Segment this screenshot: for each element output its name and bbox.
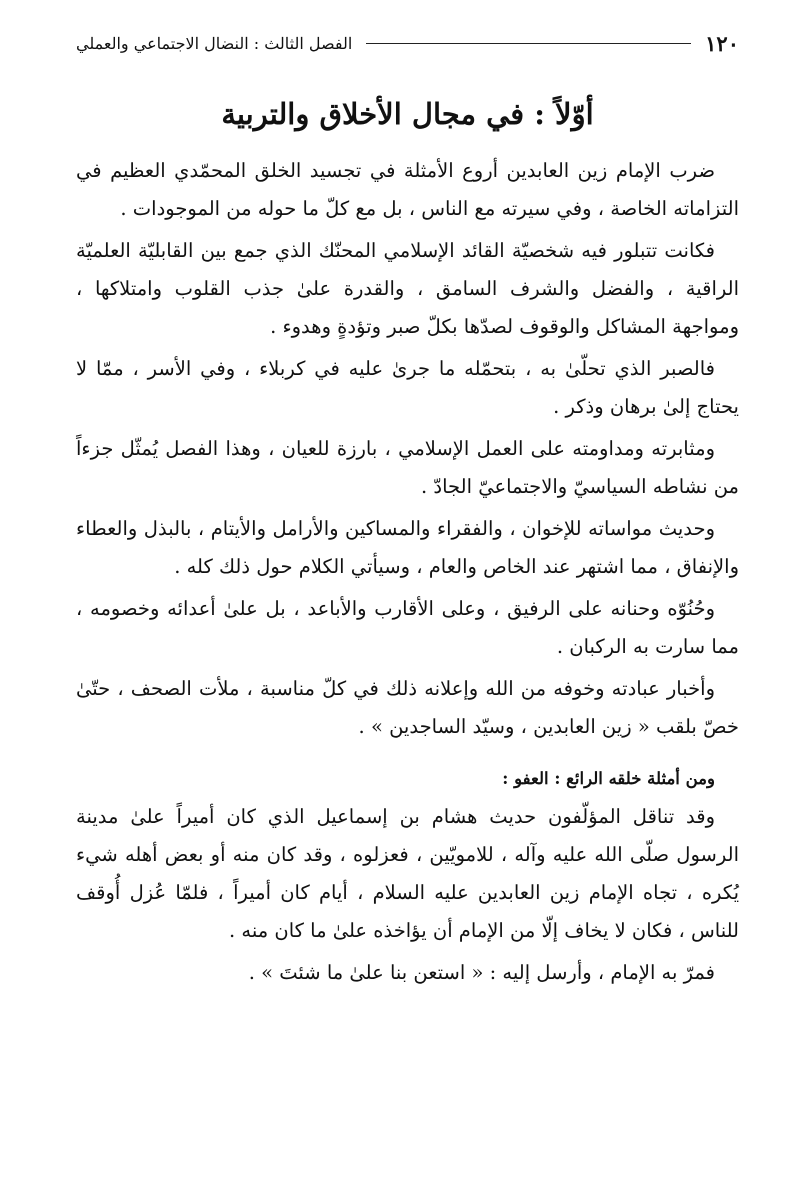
paragraph: وأخبار عبادته وخوفه من الله وإعلانه ذلك في كلّ مناسبة ، ملأت الصحف ، حتّىٰ خصّ بلقب « زين العابدين ، وسيّد الساجدين » .	[76, 677, 739, 738]
page-number: ١٢٠	[705, 30, 739, 56]
section-heading: أوّلاً : في مجال الأخلاق والتربية	[221, 97, 594, 131]
subheading: ومن أمثلة خلقه الرائع : العفو :	[502, 769, 715, 788]
chapter-title: الفصل الثالث : النضال الاجتماعي والعملي	[76, 33, 353, 53]
paragraph: فالصبر الذي تحلّىٰ به ، بتحمّله ما جرىٰ عليه في كربلاء ، وفي الأسر ، ممّا لا يحتاج إلىٰ برهان وذكر .	[76, 357, 739, 418]
paragraph: وحُنُوّه وحنانه على الرفيق ، وعلى الأقارب والأباعد ، بل علىٰ أعدائه وخصومه ، مما سارت به الركبان .	[76, 597, 739, 658]
paragraph: فكانت تتبلور فيه شخصيّة القائد الإسلامي المحنّك الذي جمع بين القابليّة العلميّة الراقية ، والفضل والشرف السامق ، والقدرة علىٰ جذب القلوب وامتلاكها ، ومواجهة المشاكل والوقوف لصدّها بكلّ صبر وتؤدةٍ وهدوء .	[76, 239, 739, 338]
paragraph: ومثابرته ومداومته على العمل الإسلامي ، بارزة للعيان ، وهذا الفصل يُمثّل جزءاً من نشاطه السياسيّ والاجتماعيّ الجادّ .	[76, 437, 739, 498]
running-header	[76, 28, 739, 58]
paragraph: ضرب الإمام زين العابدين أروع الأمثلة في تجسيد الخلق المحمّدي العظيم في التزاماته الخاصة ، وفي سيرته مع الناس ، بل مع كلّ ما حوله من الموجودات .	[76, 159, 739, 220]
paragraph: فمرّ به الإمام ، وأرسل إليه : « استعن بنا علىٰ ما شئتَ » .	[248, 961, 715, 984]
paragraph: وقد تناقل المؤلّفون حديث هشام بن إسماعيل الذي كان أميراً علىٰ مدينة الرسول صلّى الله عليه وآله ، للامويّين ، فعزلوه ، وقد كان منه أو بعض أهله شيء يُكره ، تجاه الإمام زين العابدين عليه السلام ، أيام كان أميراً ، فلمّا عُزل أُوقف للناس ، فكان لا يخاف إلّا من الإمام أن يؤاخذه علىٰ ما كان منه .	[76, 805, 739, 942]
paragraph: وحديث مواساته للإخوان ، والفقراء والمساكين والأرامل والأيتام ، بالبذل والعطاء والإنفاق ، مما اشتهر عند الخاص والعام ، وسيأتي الكلام حول ذلك كله .	[76, 517, 739, 578]
header-rule	[366, 43, 691, 44]
body-text	[76, 152, 739, 996]
